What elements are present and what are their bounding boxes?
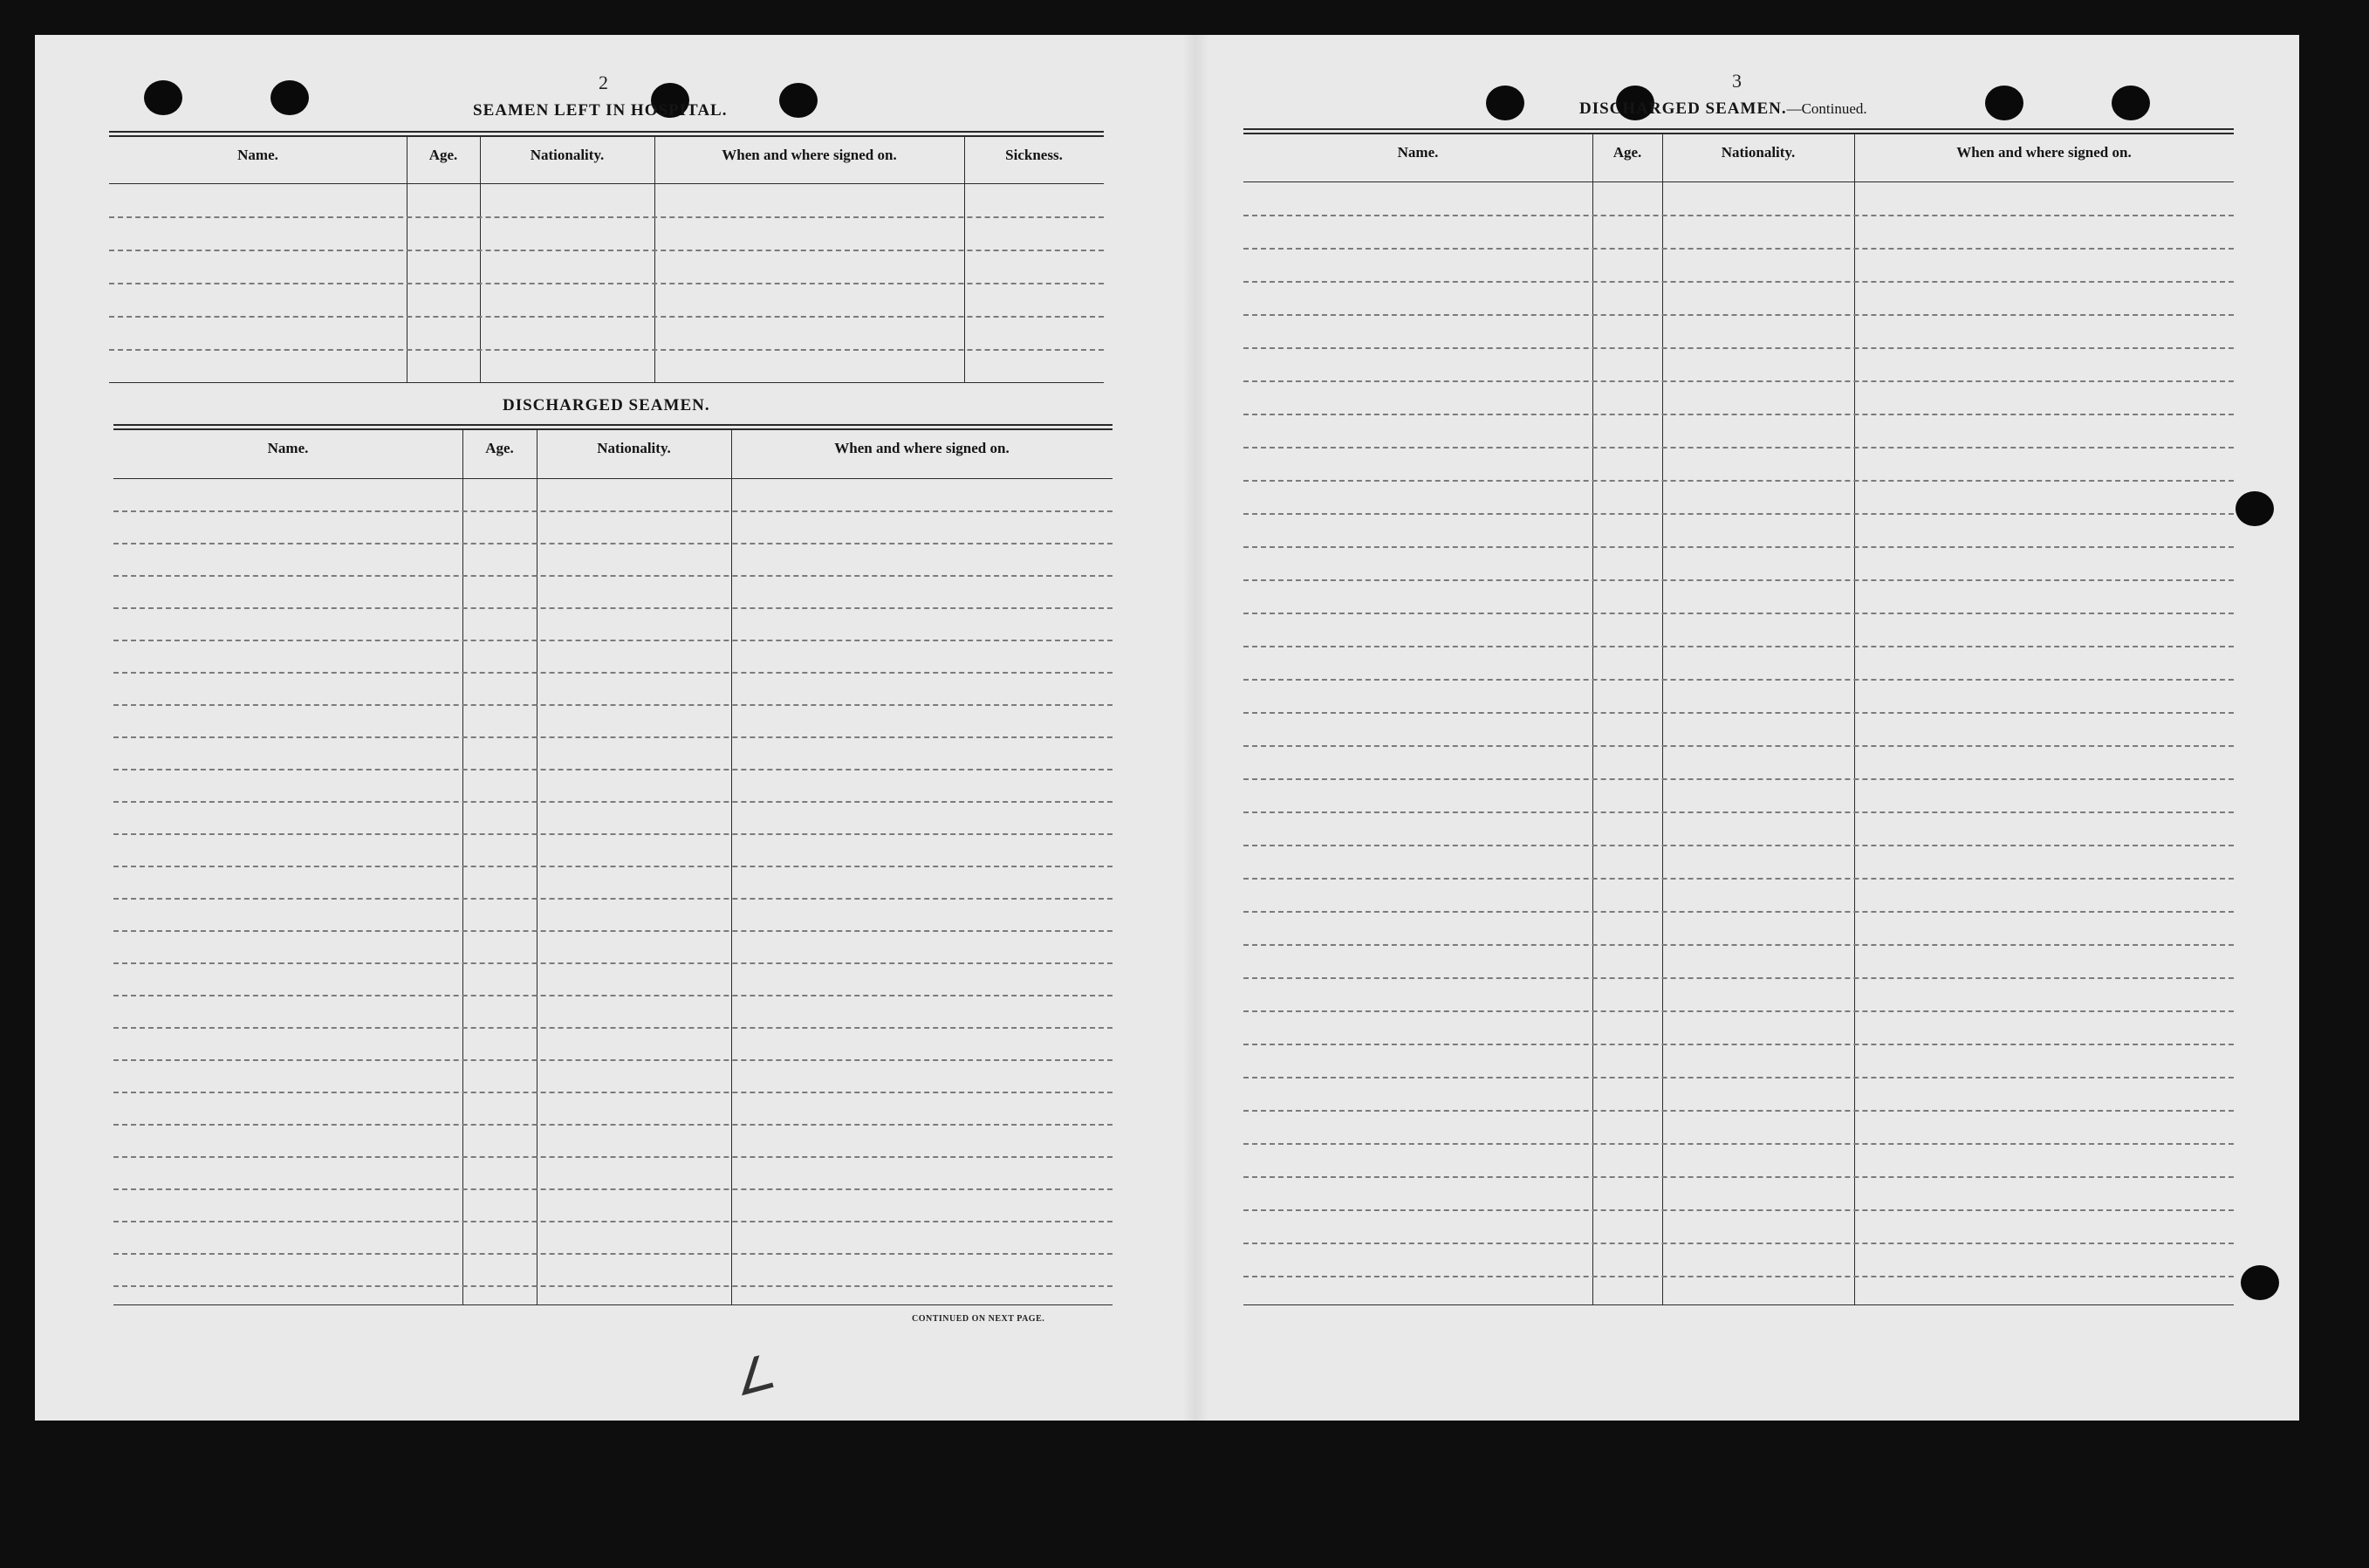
column-header: Nationality. xyxy=(597,440,671,456)
discharged-continued-title xyxy=(1579,99,1867,119)
ruled-line xyxy=(1243,281,2234,283)
ruled-line xyxy=(113,607,1113,609)
ruled-line xyxy=(1243,712,2234,714)
ruled-line xyxy=(1243,1010,2234,1012)
ruled-line xyxy=(1243,480,2234,482)
ruled-line xyxy=(1243,513,2234,515)
punch-hole xyxy=(1985,86,2023,120)
ruled-line xyxy=(113,769,1113,770)
column-header: Age. xyxy=(485,440,514,456)
punch-hole xyxy=(2112,86,2150,120)
ruled-line xyxy=(1243,1209,2234,1211)
discharged-section-title: DISCHARGED SEAMEN. xyxy=(503,396,710,414)
table-bottom-rule xyxy=(1243,1304,2234,1305)
discharged-continued-title-main: DISCHARGED SEAMEN. xyxy=(1579,99,1787,118)
table-top-rule xyxy=(109,131,1104,133)
table-top-rule xyxy=(109,135,1104,137)
header-rule xyxy=(1243,181,2234,182)
column-rule xyxy=(480,135,481,382)
ruled-line xyxy=(1243,546,2234,548)
column-header: Sickness. xyxy=(1005,147,1063,163)
ruled-line xyxy=(1243,579,2234,581)
ruled-line xyxy=(1243,215,2234,216)
ruled-line xyxy=(113,1124,1113,1126)
column-header: Nationality. xyxy=(1721,144,1796,161)
ruled-line xyxy=(113,930,1113,932)
header-rule xyxy=(109,183,1104,184)
ruled-line xyxy=(109,349,1104,351)
continued-note: CONTINUED ON NEXT PAGE. xyxy=(912,1314,1045,1324)
column-header: When and where signed on. xyxy=(722,147,897,163)
punch-hole xyxy=(2241,1265,2279,1300)
ruled-line xyxy=(113,1156,1113,1158)
ruled-line xyxy=(113,1059,1113,1061)
column-header: Age. xyxy=(428,147,458,163)
ruled-line xyxy=(113,833,1113,835)
continued-suffix: —Continued. xyxy=(1786,100,1867,117)
ruled-line xyxy=(1243,248,2234,250)
ruled-line xyxy=(1243,811,2234,813)
column-rule xyxy=(1592,133,1593,1304)
ruled-line xyxy=(1243,613,2234,614)
column-header: Name. xyxy=(237,147,278,163)
ruled-line xyxy=(113,898,1113,900)
ruled-line xyxy=(1243,745,2234,747)
ruled-line xyxy=(113,1221,1113,1222)
ruled-line xyxy=(113,672,1113,674)
ruled-line xyxy=(109,250,1104,251)
ruled-line xyxy=(1243,977,2234,979)
table-top-rule xyxy=(113,428,1113,430)
ruled-line xyxy=(113,801,1113,803)
ruled-line xyxy=(1243,347,2234,349)
ruled-line xyxy=(113,1188,1113,1190)
column-rule xyxy=(964,135,965,382)
ruled-line xyxy=(1243,911,2234,913)
table-top-rule xyxy=(113,424,1113,426)
punch-hole xyxy=(779,83,818,118)
ruled-line xyxy=(113,1285,1113,1287)
ruled-line xyxy=(113,866,1113,867)
column-rule xyxy=(1662,133,1663,1304)
table-top-rule xyxy=(1243,128,2234,130)
ruled-line xyxy=(113,704,1113,706)
ruled-line xyxy=(1243,679,2234,681)
ruled-line xyxy=(113,1027,1113,1029)
ruled-line xyxy=(109,216,1104,218)
table-bottom-rule xyxy=(113,1304,1113,1305)
ruled-line xyxy=(113,1092,1113,1093)
column-header: Nationality. xyxy=(530,147,605,163)
ruled-line xyxy=(1243,447,2234,448)
handwritten-mark: ∠ xyxy=(727,1345,782,1407)
ruled-line xyxy=(1243,646,2234,647)
table-bottom-rule xyxy=(109,382,1104,383)
ruled-line xyxy=(113,640,1113,641)
ruled-line xyxy=(109,316,1104,318)
document-sheet xyxy=(35,35,2299,1421)
ruled-line xyxy=(1243,878,2234,880)
hospital-section-title: SEAMEN LEFT IN HOSPITAL. xyxy=(473,101,728,120)
ruled-line xyxy=(1243,845,2234,846)
punch-hole xyxy=(144,80,182,115)
ruled-line xyxy=(113,510,1113,512)
column-header: Age. xyxy=(1612,144,1642,161)
ruled-line xyxy=(1243,778,2234,780)
ruled-line xyxy=(1243,314,2234,316)
ruled-line xyxy=(1243,380,2234,382)
punch-hole xyxy=(270,80,309,115)
ruled-line xyxy=(1243,944,2234,946)
ruled-line xyxy=(1243,1077,2234,1078)
ruled-line xyxy=(113,543,1113,544)
ruled-line xyxy=(1243,414,2234,415)
header-rule xyxy=(113,478,1113,479)
ruled-line xyxy=(1243,1110,2234,1112)
ruled-line xyxy=(113,1253,1113,1255)
ruled-line xyxy=(113,962,1113,964)
ruled-line xyxy=(109,283,1104,284)
ruled-line xyxy=(113,995,1113,996)
page-fold xyxy=(1182,35,1208,1421)
punch-hole xyxy=(2235,491,2274,526)
table-top-rule xyxy=(1243,133,2234,134)
punch-hole xyxy=(1486,86,1524,120)
column-rule xyxy=(1854,133,1855,1304)
page-number-right: 3 xyxy=(1732,70,1742,92)
page-number-left: 2 xyxy=(599,72,608,93)
column-header: When and where signed on. xyxy=(1956,144,2132,161)
column-header: When and where signed on. xyxy=(834,440,1010,456)
ruled-line xyxy=(1243,1176,2234,1178)
ruled-line xyxy=(113,736,1113,738)
column-rule xyxy=(654,135,655,382)
ruled-line xyxy=(1243,1044,2234,1045)
column-header: Name. xyxy=(1397,144,1439,161)
ruled-line xyxy=(1243,1143,2234,1145)
ruled-line xyxy=(1243,1276,2234,1277)
ruled-line xyxy=(113,575,1113,577)
column-header: Name. xyxy=(267,440,309,456)
ruled-line xyxy=(1243,1243,2234,1244)
